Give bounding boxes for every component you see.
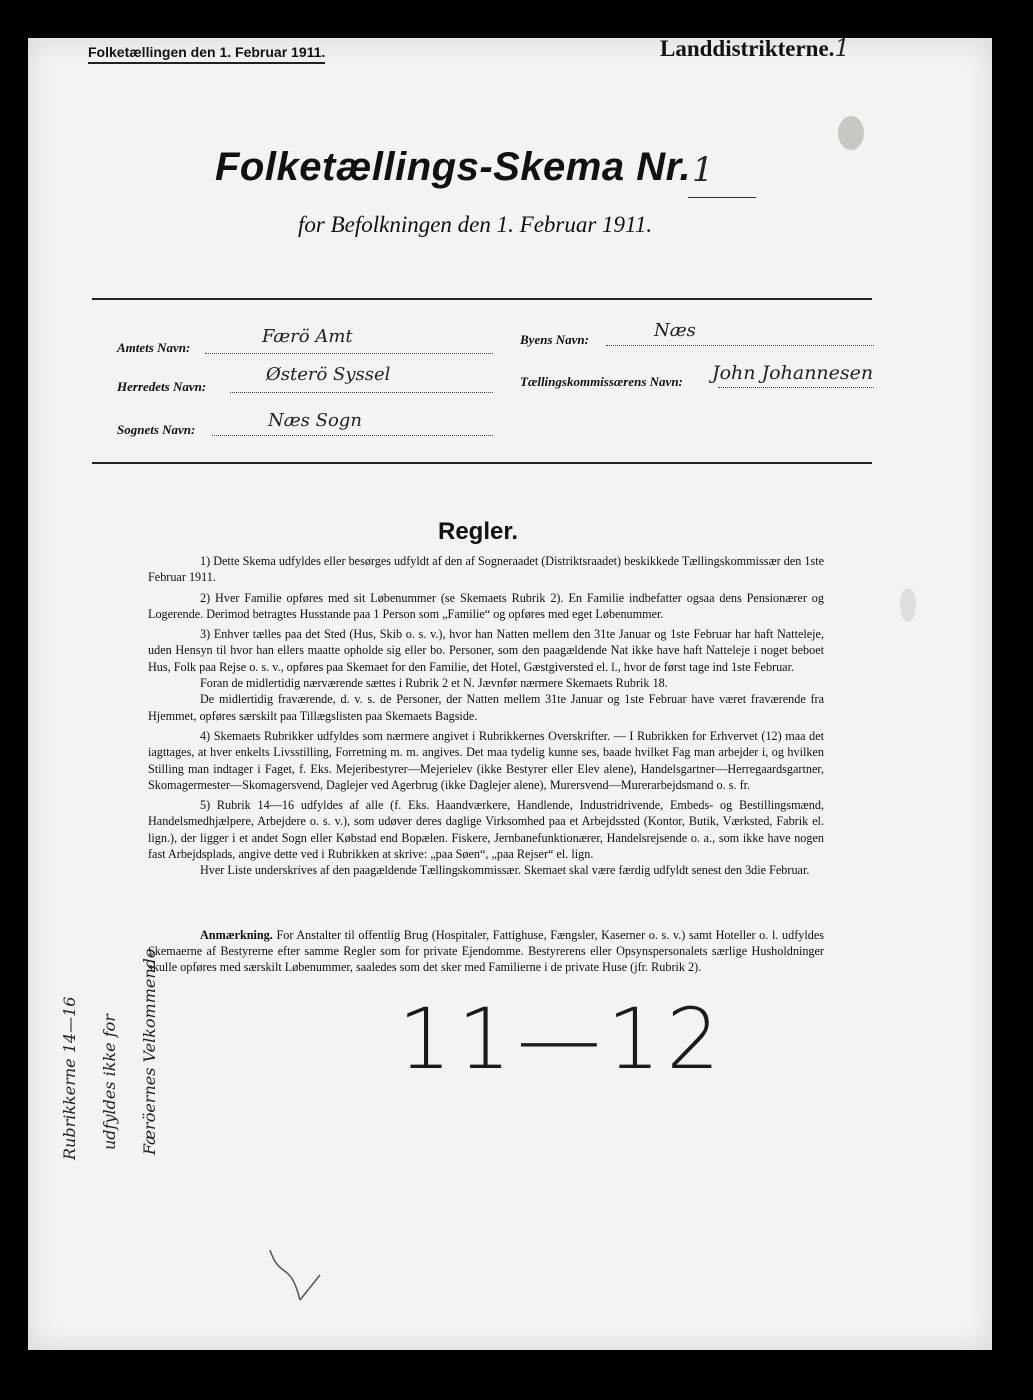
rule-3: 3) Enhver tælles paa det Sted (Hus, Skib o. s. v.), hvor han Natten mellem den 31te Januar og 1ste Februar har haft Natteleje, uden Hensyn til hvor han ellers maatte opholde sig eller bo. Personer, som den paagældende Nat ikke have haft Natteleje i noget beboet Hus, Folk paa Rejse o. s. v., opføres paa Skemaet for den Familie, det Hotel, Gæstgiversted el. l., hvor de først tage ind 1ste Februar. <box>148 627 824 674</box>
kommissaer-value: John Johannesen <box>712 362 874 384</box>
side-note-1: Rubrikkerne 14—16 <box>60 996 79 1160</box>
amt-value: Færö Amt <box>262 326 353 347</box>
ink-stain <box>838 116 864 150</box>
kommissaer-label: Tællingskommissærens Navn: <box>520 374 683 389</box>
kommissaer-line <box>718 386 874 388</box>
rule-3-absent: De midlertidig fraværende, d. v. s. de Personer, der Natten mellem 31te Januar og 1ste Februar have været fraværende fra Hjemmet, opføres særskilt paa Tillægslisten paa Skemaets Bagside. <box>148 692 824 723</box>
side-note-3: Færöernes Velkommende <box>140 948 159 1155</box>
by-line <box>606 344 874 346</box>
form-subtitle: for Befolkningen den 1. Februar 1911. <box>298 212 653 237</box>
rule-3-present: Foran de midlertidig nærværende sættes i Rubrik 2 et N. Jævnfør nærmere Skemaets Rubrik 18. <box>200 676 668 691</box>
rules-body <box>148 553 824 980</box>
rule-1: 1) Dette Skema udfyldes eller besørges udfyldt af den af Sogneraadet (Distriktsraadet) beskikkede Tællingskommissær den 1ste Februar 1911. <box>148 554 825 585</box>
amt-label: Amtets Navn: <box>117 340 191 355</box>
form-number: 1 <box>692 150 714 190</box>
sogn-line <box>212 434 493 436</box>
herred-value: Østerö Syssel <box>266 364 391 385</box>
herred-line <box>230 391 493 393</box>
amt-line <box>205 352 493 354</box>
by-value: Næs <box>654 320 696 341</box>
district-type-text: Landdistrikterne. <box>660 36 835 61</box>
by-label: Byens Navn: <box>520 332 589 347</box>
rule-5: 5) Rubrik 14—16 udfyldes af alle (f. Eks. Haandværkere, Handlende, Industridrivende, Embeds- og Bestillingsmænd, Handelsmedhjælpere, Arbejdere o. s. v.), som udøver deres daglige Virksomhed paa et Arbejdssted (Kontor, Butik, Værksted, Fabrik el. lign.), der ligger i et andet Sogn eller Købstad end Bopælen. Fiskere, Jernbanefunktionærer, Handelsrejsende o. a., som ikke have nogen fast Arbejdsplads, angive dette ved i Rubrikken at skrive: „paa Søen“, „paa Rejser“ el. lign. <box>148 798 824 862</box>
herred-label: Herredets Navn: <box>117 379 207 394</box>
form-number-line <box>688 197 756 198</box>
census-date-label: Folketællingen den 1. Februar 1911. <box>88 44 325 64</box>
form-title: Folketællings-Skema Nr. <box>215 145 692 189</box>
remark-text: For Anstalter til offentlig Brug (Hospitaler, Fattighuse, Fængsler, Kaserner o. s. v.) samt Hoteller o. l. udfyldes Skemaerne af Bestyrerne efter samme Regler som for private Ejendomme. Bestyrerens eller Opsynspersonalets særlige Husholdninger skulle opføres med særskilt Løbenummer, saaledes som det sker med Familierne i de private Huse (jfr. Rubrik 2). <box>148 927 824 975</box>
top-divider <box>92 298 872 300</box>
handwritten-range: 11—12 <box>398 990 726 1088</box>
sogn-label: Sognets Navn: <box>117 422 196 437</box>
rule-signature: Hver Liste underskrives af den paagældende Tællingskommissær. Skemaet skal være færdig udfyldt senest den 3die Februar. <box>200 863 810 878</box>
faint-scribble <box>260 1240 340 1310</box>
side-note-2: udfyldes ikke for <box>100 1014 119 1150</box>
rule-2: 2) Hver Familie opføres med sit Løbenummer (se Skemaets Rubrik 2). En Familie indbefatter ogsaa dens Pensionærer og Logerende. Derimod betragtes Husstande paa 1 Person som „Familie“ og opføres med eget Løbenummer. <box>148 590 824 621</box>
district-type-number: 1 <box>834 34 850 62</box>
remark <box>148 927 824 976</box>
rule-4: 4) Skemaets Rubrikker udfyldes som nærmere angivet i Rubrikkernes Overskrifter. — I Rubrikken for Erhvervet (12) maa det iagttages, at hver enkelts Livsstilling, Forretning m. m. angives. Det maa tydelig kunne ses, baade hvilket Fag man arbejder i, og hvilken Stilling man indtager i Faget, f. Eks. Mejeribestyrer—Mejerielev (ikke Bestyrer eller Elev alene), Handelsgartner—Herregaardsgartner, Skomagermester—Skomagersvend, Daglejer ved Agerbrug (ikke Daglejer alene), Murersvend—Murerarbejdsmand o. s. fr. <box>148 728 824 792</box>
rules-heading: Regler. <box>438 518 519 545</box>
sogn-value: Næs Sogn <box>268 410 362 431</box>
bottom-divider <box>92 462 872 464</box>
paper-stain <box>900 588 916 622</box>
remark-label: Anmærkning. <box>200 927 273 942</box>
district-type-label <box>660 34 850 62</box>
